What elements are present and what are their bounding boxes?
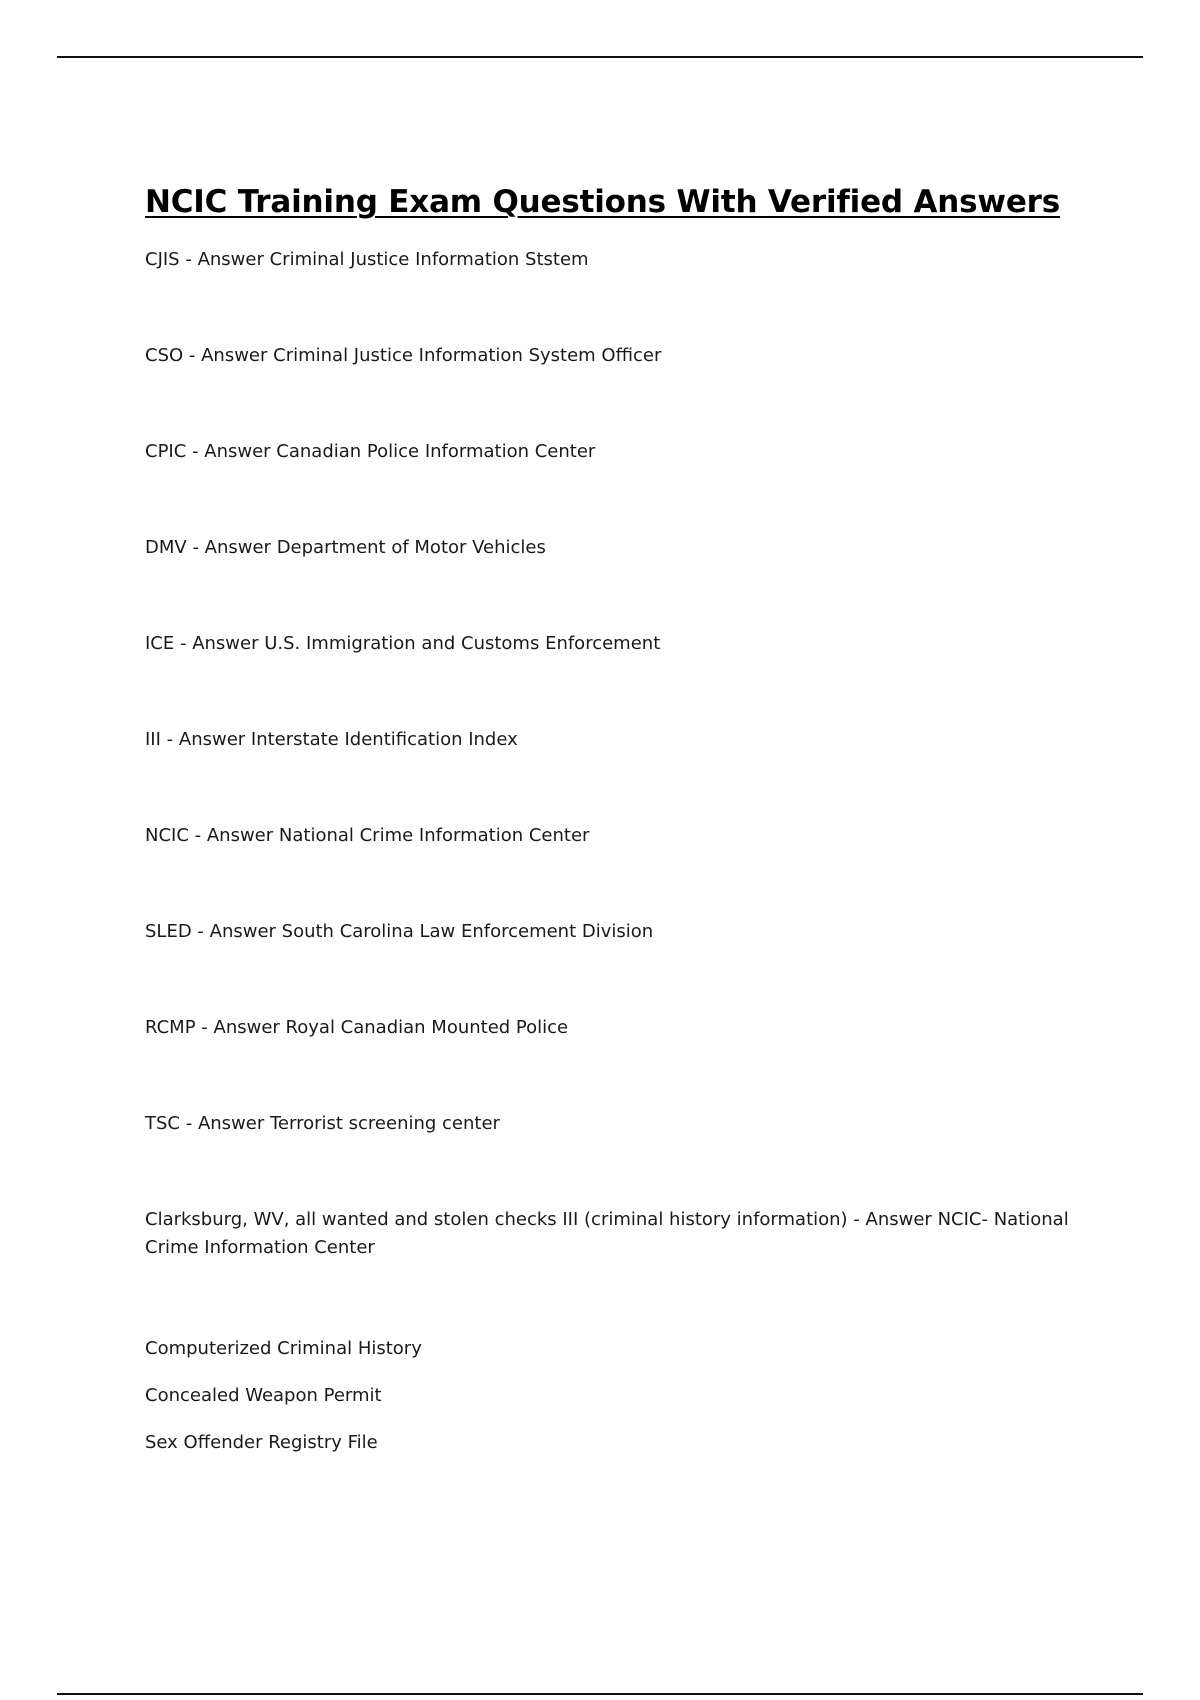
qa-item (145, 630, 1085, 658)
qa-separator: - Answer (180, 1113, 270, 1134)
qa-item (145, 1206, 1085, 1262)
top-rule (57, 56, 1143, 58)
qa-answer: Canadian Police Information Center (276, 441, 596, 462)
qa-answer: Interstate Identification Index (250, 729, 518, 750)
qa-term: ICE (145, 633, 175, 654)
qa-answer: Criminal Justice Information System Officer (273, 345, 662, 366)
qa-item (145, 438, 1085, 466)
qa-separator: - Answer (174, 633, 265, 654)
document-body (145, 178, 1085, 1457)
qa-separator: - Answer (188, 825, 279, 846)
qa-list (145, 246, 1085, 1262)
related-files-list (145, 1335, 1085, 1457)
qa-separator: - Answer (195, 1017, 286, 1038)
qa-separator: - Answer (179, 249, 270, 270)
document-title: NCIC Training Exam Questions With Verified Answers (145, 184, 1061, 220)
qa-item (145, 342, 1085, 370)
list-item: Sex Offender Registry File (145, 1432, 378, 1453)
qa-item (145, 822, 1085, 850)
qa-answer: Terrorist screening center (269, 1113, 500, 1134)
qa-separator: - Answer (183, 345, 274, 366)
qa-separator: - Answer (186, 537, 277, 558)
qa-answer: Department of Motor Vehicles (276, 537, 546, 558)
qa-item (145, 534, 1085, 562)
qa-term: NCIC (145, 825, 189, 846)
qa-term: CJIS (145, 249, 180, 270)
qa-term: CSO (145, 345, 184, 366)
qa-separator: - Answer (160, 729, 251, 750)
qa-answer: National Crime Information Center (278, 825, 590, 846)
qa-item (145, 246, 1085, 274)
qa-term: SLED (145, 921, 192, 942)
list-item: Computerized Criminal History (145, 1338, 422, 1359)
qa-item (145, 1110, 1085, 1138)
qa-term: Clarksburg, WV, all wanted and stolen checks III (criminal history information) (145, 1209, 848, 1230)
qa-answer: South Carolina Law Enforcement Division (281, 921, 654, 942)
qa-answer: NCIC- National Crime Information Center (145, 1209, 1069, 1258)
qa-term: RCMP (145, 1017, 196, 1038)
qa-separator: - Answer (186, 441, 277, 462)
qa-term: III (145, 729, 161, 750)
qa-answer: Criminal Justice Information Ststem (269, 249, 589, 270)
qa-term: CPIC (145, 441, 187, 462)
qa-term: DMV (145, 537, 187, 558)
qa-answer: U.S. Immigration and Customs Enforcement (264, 633, 661, 654)
qa-answer: Royal Canadian Mounted Police (285, 1017, 569, 1038)
list-item: Concealed Weapon Permit (145, 1385, 382, 1406)
qa-item (145, 1014, 1085, 1042)
qa-separator: - Answer (191, 921, 282, 942)
bottom-rule (57, 1693, 1143, 1695)
qa-term: TSC (145, 1113, 180, 1134)
qa-item (145, 726, 1085, 754)
qa-item (145, 918, 1085, 946)
qa-separator: - Answer (847, 1209, 938, 1230)
